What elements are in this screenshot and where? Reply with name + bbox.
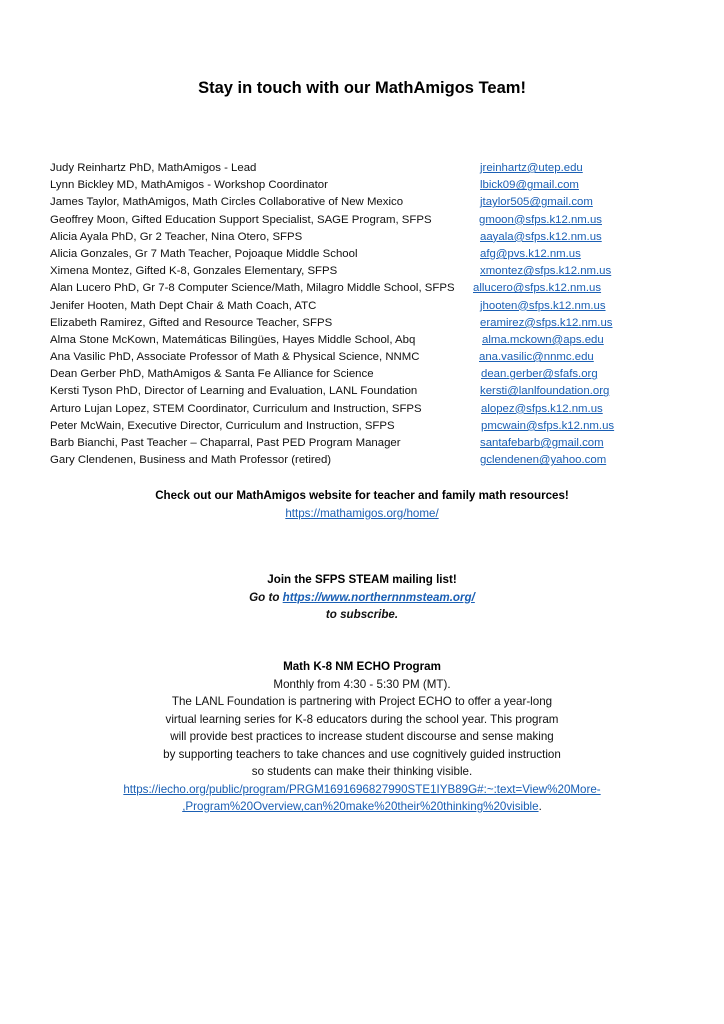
steam-goto-text: Go to xyxy=(249,590,283,604)
contact-name: Arturo Lujan Lopez, STEM Coordinator, Curriculum and Instruction, SFPS xyxy=(50,402,422,415)
contact-row xyxy=(50,160,670,177)
contact-name: Alicia Gonzales, Gr 7 Math Teacher, Pojoaque Middle School xyxy=(50,247,358,260)
contact-email-link[interactable]: jreinhartz@utep.edu xyxy=(480,162,583,174)
contact-row xyxy=(50,246,670,263)
contact-name: Ana Vasilic PhD, Associate Professor of Math & Physical Science, NNMC xyxy=(50,351,420,364)
contact-row xyxy=(50,383,670,400)
steam-section xyxy=(0,571,724,624)
echo-description-line: will provide best practices to increase student discourse and sense making xyxy=(170,730,554,743)
echo-description-line: by supporting teachers to take chances and use cognitively guided instruction xyxy=(163,747,561,761)
steam-link[interactable]: https://www.northernnmsteam.org/ xyxy=(282,590,475,604)
contact-email-link[interactable]: jtaylor505@gmail.com xyxy=(480,196,593,209)
contact-email-link[interactable]: alopez@sfps.k12.nm.us xyxy=(481,402,603,415)
website-section xyxy=(0,487,724,522)
contact-email-link[interactable]: allucero@sfps.k12.nm.us xyxy=(473,282,602,295)
contact-name: James Taylor, MathAmigos, Math Circles Collaborative of New Mexico xyxy=(50,196,404,209)
echo-description-line: so students can make their thinking visible. xyxy=(251,765,473,778)
contact-name: Alma Stone McKown, Matemáticas Bilingües, Hayes Middle School, Abq xyxy=(50,333,416,346)
contact-name: Gary Clendenen, Business and Math Professor (retired) xyxy=(50,454,332,467)
contact-name: Geoffrey Moon, Gifted Education Support Specialist, SAGE Program, SFPS xyxy=(50,213,432,226)
contact-name: Peter McWain, Executive Director, Curriculum and Instruction, SFPS xyxy=(50,419,395,432)
echo-link-period: . xyxy=(538,800,542,813)
contact-row xyxy=(50,366,670,383)
contact-email-link[interactable]: eramirez@sfps.k12.nm.us xyxy=(480,316,613,329)
contact-email-link[interactable]: aayala@sfps.k12.nm.us xyxy=(480,230,602,243)
echo-description-line: virtual learning series for K-8 educators during the school year. This program xyxy=(165,712,559,726)
contact-row xyxy=(50,263,670,280)
contact-row xyxy=(50,229,670,246)
contact-row xyxy=(50,280,670,297)
contact-row xyxy=(50,212,670,229)
contact-name: Lynn Bickley MD, MathAmigos - Workshop Coordinator xyxy=(50,179,328,192)
contact-row xyxy=(50,298,670,315)
contact-name: Barb Bianchi, Past Teacher – Chaparral, Past PED Program Manager xyxy=(50,437,401,449)
echo-heading: Math K-8 NM ECHO Program xyxy=(283,660,441,673)
contact-row xyxy=(50,401,670,418)
contact-email-link[interactable]: jhooten@sfps.k12.nm.us xyxy=(480,299,606,312)
contact-email-link[interactable]: ana.vasilic@nnmc.edu xyxy=(479,351,594,364)
steam-goto-line xyxy=(0,589,724,607)
website-heading: Check out our MathAmigos website for teacher and family math resources! xyxy=(155,489,569,502)
contact-row xyxy=(50,349,670,366)
echo-description-line: The LANL Foundation is partnering with Project ECHO to offer a year-long xyxy=(171,695,553,708)
contact-email-link[interactable]: santafebarb@gmail.com xyxy=(480,437,604,449)
echo-schedule: Monthly from 4:30 - 5:30 PM (MT). xyxy=(273,677,451,691)
contact-row xyxy=(50,452,670,469)
page-title: Stay in touch with our MathAmigos Team! xyxy=(198,79,526,97)
contact-row xyxy=(50,177,670,194)
contact-email-link[interactable]: dean.gerber@sfafs.org xyxy=(481,368,598,381)
contact-name: Kersti Tyson PhD, Director of Learning and Evaluation, LANL Foundation xyxy=(50,385,418,398)
contact-email-link[interactable]: lbick09@gmail.com xyxy=(480,179,579,192)
steam-subscribe-text: to subscribe. xyxy=(325,608,399,621)
contact-email-link[interactable]: gclendenen@yahoo.com xyxy=(480,454,607,467)
contact-list xyxy=(50,160,670,469)
contact-name: Alan Lucero PhD, Gr 7-8 Computer Science/Math, Milagro Middle School, SFPS xyxy=(50,282,455,295)
contact-row xyxy=(50,435,670,452)
website-link[interactable]: https://mathamigos.org/home/ xyxy=(285,506,439,520)
contact-name: Jenifer Hooten, Math Dept Chair & Math Coach, ATC xyxy=(50,299,317,312)
contact-name: Ximena Montez, Gifted K-8, Gonzales Elementary, SFPS xyxy=(50,265,338,278)
echo-link-part2[interactable]: ,Program%20Overview,can%20make%20their%20thinking%20visible xyxy=(182,800,539,813)
echo-section xyxy=(0,658,724,816)
contact-email-link[interactable]: xmontez@sfps.k12.nm.us xyxy=(480,265,612,278)
contact-email-link[interactable]: gmoon@sfps.k12.nm.us xyxy=(479,213,602,226)
steam-heading: Join the SFPS STEAM mailing list! xyxy=(267,573,457,586)
contact-row xyxy=(50,315,670,332)
contact-row xyxy=(50,418,670,435)
contact-email-link[interactable]: kersti@lanlfoundation.org xyxy=(480,385,610,398)
echo-link-part1[interactable]: https://iecho.org/public/program/PRGM1691696827990STE1IYB89G#:~:text=View%20More- xyxy=(123,782,601,796)
contact-name: Judy Reinhartz PhD, MathAmigos - Lead xyxy=(50,162,257,174)
contact-row xyxy=(50,194,670,211)
contact-email-link[interactable]: pmcwain@sfps.k12.nm.us xyxy=(481,419,615,432)
contact-name: Dean Gerber PhD, MathAmigos & Santa Fe Alliance for Science xyxy=(50,368,374,381)
contact-email-link[interactable]: alma.mckown@aps.edu xyxy=(482,333,604,346)
contact-email-link[interactable]: afg@pvs.k12.nm.us xyxy=(480,247,581,260)
contact-name: Alicia Ayala PhD, Gr 2 Teacher, Nina Otero, SFPS xyxy=(50,230,303,243)
contact-row xyxy=(50,332,670,349)
contact-name: Elizabeth Ramirez, Gifted and Resource Teacher, SFPS xyxy=(50,316,333,329)
